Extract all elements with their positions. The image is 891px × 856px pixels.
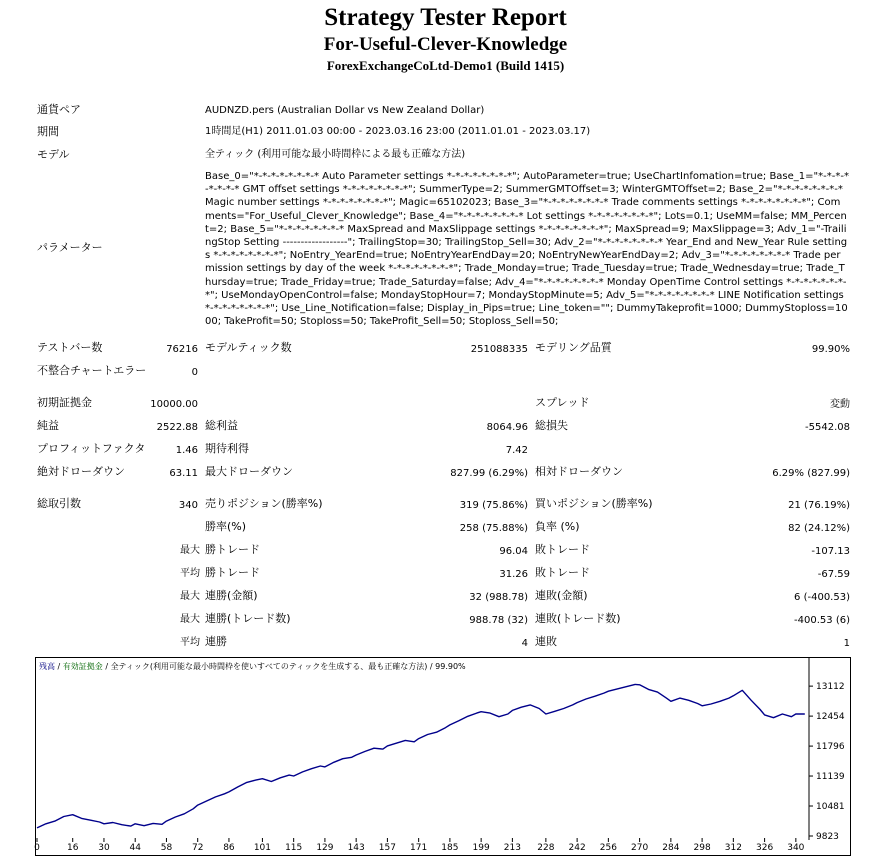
max-consec-prefix-2: 最大 xyxy=(180,614,200,625)
expected-payoff-value: 7.42 xyxy=(505,445,528,456)
absolute-drawdown-label: 絶対ドローダウン xyxy=(37,465,125,478)
x-tick-label: 30 xyxy=(98,843,110,853)
max-drawdown-label: 最大ドローダウン xyxy=(205,465,293,478)
short-positions-value: 319 (75.86%) xyxy=(459,500,528,511)
gross-loss-label: 総損失 xyxy=(535,419,568,432)
win-rate-label: 勝率(%) xyxy=(205,520,247,533)
short-positions-label: 売りポジション(勝率%) xyxy=(205,497,323,510)
chart-header xyxy=(39,661,466,671)
largest-win-label: 勝トレード xyxy=(205,543,260,556)
max-consec-profit-value: 988.78 (32) xyxy=(469,615,528,626)
bars-value: 76216 xyxy=(166,344,198,355)
x-tick-label: 228 xyxy=(537,843,555,853)
chart-sep-2: / xyxy=(102,662,111,671)
symbol-value: AUDNZD.pers (Australian Dollar vs New Zealand Dollar) xyxy=(205,105,485,116)
loss-rate-value: 82 (24.12%) xyxy=(788,523,850,534)
x-tick-label: 312 xyxy=(724,843,742,853)
max-consec-losses-label: 連敗(金額) xyxy=(535,589,588,602)
balance-chart xyxy=(35,657,851,856)
spread-label: スプレッド xyxy=(535,396,590,409)
x-tick-label: 115 xyxy=(285,843,303,853)
x-tick-label: 101 xyxy=(253,843,272,853)
x-tick-label: 199 xyxy=(472,843,490,853)
chart-balance-label: 残高 xyxy=(39,662,55,671)
symbol-label: 通貨ペア xyxy=(37,103,81,116)
x-tick-label: 44 xyxy=(129,843,141,853)
average-consec-wins-label: 連勝 xyxy=(205,635,227,648)
mismatch-value: 0 xyxy=(191,367,198,378)
total-trades-value: 340 xyxy=(178,500,198,511)
max-consec-wins-label: 連勝(金額) xyxy=(205,589,258,602)
x-tick-label: 171 xyxy=(410,843,428,853)
average-win-label: 勝トレード xyxy=(205,566,260,579)
x-tick-label: 72 xyxy=(191,843,204,853)
max-consec-profit-label: 連勝(トレード数) xyxy=(205,612,291,625)
bars-label: テストバー数 xyxy=(37,341,103,354)
spread-value: 変動 xyxy=(830,399,850,410)
loss-rate-label: 負率 (%) xyxy=(535,520,580,533)
model-label: モデル xyxy=(37,148,70,161)
chart-model-label: 全ティック(利用可能な最小時間枠を使いすべてのティックを生成する、最も正確な方法) / 99.90% xyxy=(110,662,466,671)
x-tick-label: 256 xyxy=(599,843,617,853)
largest-prefix: 最大 xyxy=(180,545,200,556)
x-tick-label: 143 xyxy=(347,843,365,853)
net-profit-label: 純益 xyxy=(37,419,59,432)
profit-factor-label: プロフィットファクタ xyxy=(37,442,146,455)
average-consec-losses-value: 1 xyxy=(843,638,850,649)
server-build: ForexExchangeCoLtd-Demo1 (Build 1415) xyxy=(326,58,565,73)
report-title: Strategy Tester Report xyxy=(324,4,567,31)
max-drawdown-value: 827.99 (6.29%) xyxy=(450,468,528,479)
max-consec-loss-amount-value: -400.53 (6) xyxy=(794,615,850,626)
x-tick-label: 340 xyxy=(787,843,805,853)
x-tick-label: 157 xyxy=(378,843,396,853)
average-win-value: 31.26 xyxy=(499,569,528,580)
average-consec-prefix: 平均 xyxy=(180,637,200,648)
deposit-value: 10000.00 xyxy=(150,399,198,410)
chart-margin-label: 有効証拠金 xyxy=(62,662,103,671)
long-positions-value: 21 (76.19%) xyxy=(788,500,850,511)
largest-loss-value: -107.13 xyxy=(811,546,850,557)
long-positions-label: 買いポジション(勝率%) xyxy=(535,497,653,510)
y-tick-label: 10481 xyxy=(816,802,845,813)
x-tick-label: 284 xyxy=(662,843,680,853)
largest-win-value: 96.04 xyxy=(499,546,528,557)
deposit-label: 初期証拠金 xyxy=(37,396,92,409)
average-prefix: 平均 xyxy=(180,568,200,579)
period-value: 1時間足(H1) 2011.01.03 00:00 - 2023.03.16 23:00 (2011.01.01 - 2023.03.17) xyxy=(205,126,591,137)
x-tick-label: 298 xyxy=(693,843,711,853)
x-tick-label: 270 xyxy=(631,843,649,853)
max-consec-wins-value: 32 (988.78) xyxy=(469,592,528,603)
chart-frame xyxy=(36,658,851,856)
relative-drawdown-value: 6.29% (827.99) xyxy=(772,468,850,479)
total-trades-label: 総取引数 xyxy=(37,497,81,510)
model-value: 全ティック (利用可能な最小時間枠による最も正確な方法) xyxy=(205,149,466,160)
mismatch-label: 不整合チャートエラー xyxy=(37,364,147,377)
average-consec-wins-value: 4 xyxy=(521,638,528,649)
period-label: 期間 xyxy=(37,125,59,138)
ticks-label: モデルティック数 xyxy=(205,341,292,354)
x-tick-label: 58 xyxy=(160,843,173,853)
average-loss-value: -67.59 xyxy=(817,569,850,580)
x-tick-label: 86 xyxy=(223,843,235,853)
x-tick-label: 0 xyxy=(34,843,40,853)
parameters-value: Base_0="*-*-*-*-*-*-*-* Auto Parameter settings *-*-*-*-*-*-*-*"; AutoParameter=true; UseChartInfomation=true; Base_1="*-*-*-*-*-*-*-* GMT offset settings *-*-*-*-*-*-*-*"; SummerType=2; SummerGMTOffset=3; WinterGMTOffset=2; Base_2="*-*-*-*-*-*-*-* Magic number settings *-*-*-*-*-*-*-*"; Magic=65102023; Base_3="*-*-*-*-*-*-*-* Trade comments settings *-*-*-*-*-*-*-*"; Comments="For_Useful_Clever_Knowledge"; Base_4="*-*-*-*-*-*-*-* Lot settings *-*-*-*-*-*-*-*"; Lots=0.1; UseMM=false; MM_Percent=2; Base_5="*-*-*-*-*-*-*-* MaxSpread and MaxSlippage settings *-*-*-*-*-*-*-*"; MaxSpread=9; MaxSlippage=3; Adv_1="-TrailingStop Setting ------------------"; TrailingStop=30; TrailingStop_Sell=30; Adv_2="*-*-*-*-*-*-*-* Year_End and New_Year Rule settings *-*-*-*-*-*-*-*"; NoEntry_YearEnd=true; NoEntryYearEndDay=20; NoEntryNewYearEndDay=2; Adv_3="*-*-*-*-*-*-*-* Trade permission settings by day of the week *-*-*-*-*-*-*-*"; Trade_Monday=true; Trade_Tuesday=true; Trade_Wednesday=true; Trade_Thursday=true; Trade_Friday=true; Trade_Saturday=false; Adv_4="*-*-*-*-*-*-*-* Monday OpenTime Control settings *-*-*-*-*-*-*-*"; UseMondayOpenControl=false; MondayStopHour=7; MondayStopMinute=5; Adv_5="*-*-*-*-*-*-*-* LINE Notification settings *-*-*-*-*-*-*-*"; Use_Line_Notification=false; Display_in_Pips=true; Line_token=""; DummyTakeprofit=1000; DummyStoploss=1000; TakeProfit=50; Stoploss=50; TakeProfit_Sell=50; Stoploss_Sell=50; xyxy=(205,171,849,328)
gross-loss-value: -5542.08 xyxy=(805,422,850,433)
gross-profit-label: 総利益 xyxy=(205,419,238,432)
y-tick-label: 11139 xyxy=(816,772,845,783)
net-profit-value: 2522.88 xyxy=(156,422,198,433)
max-consec-prefix: 最大 xyxy=(180,591,200,602)
chart-sep-1: / xyxy=(55,662,63,671)
absolute-drawdown-value: 63.11 xyxy=(169,468,198,479)
x-tick-label: 185 xyxy=(441,843,459,853)
win-rate-value: 258 (75.88%) xyxy=(459,523,528,534)
max-consec-losses-value: 6 (-400.53) xyxy=(794,592,850,603)
x-tick-label: 242 xyxy=(568,843,586,853)
y-tick-label: 13112 xyxy=(816,682,845,693)
largest-loss-label: 敗トレード xyxy=(535,543,590,556)
quality-label: モデリング品質 xyxy=(535,341,612,354)
y-tick-label: 9823 xyxy=(816,832,839,842)
relative-drawdown-label: 相対ドローダウン xyxy=(535,465,623,478)
gross-profit-value: 8064.96 xyxy=(486,422,528,433)
report-subtitle: For-Useful-Clever-Knowledge xyxy=(323,34,568,55)
ticks-value: 251088335 xyxy=(470,344,528,355)
expected-payoff-label: 期待利得 xyxy=(205,442,249,455)
x-tick-label: 129 xyxy=(316,843,334,853)
y-tick-label: 11796 xyxy=(816,742,845,753)
max-consec-loss-amount-label: 連敗(トレード数) xyxy=(535,612,621,625)
x-tick-label: 16 xyxy=(66,843,79,853)
parameters-label: パラメーター xyxy=(37,241,103,254)
y-tick-label: 12454 xyxy=(816,712,845,723)
profit-factor-value: 1.46 xyxy=(175,445,198,456)
average-loss-label: 敗トレード xyxy=(535,566,590,579)
x-tick-label: 326 xyxy=(756,843,774,853)
x-tick-label: 213 xyxy=(503,843,521,853)
quality-value: 99.90% xyxy=(811,344,850,355)
average-consec-losses-label: 連敗 xyxy=(535,635,557,648)
